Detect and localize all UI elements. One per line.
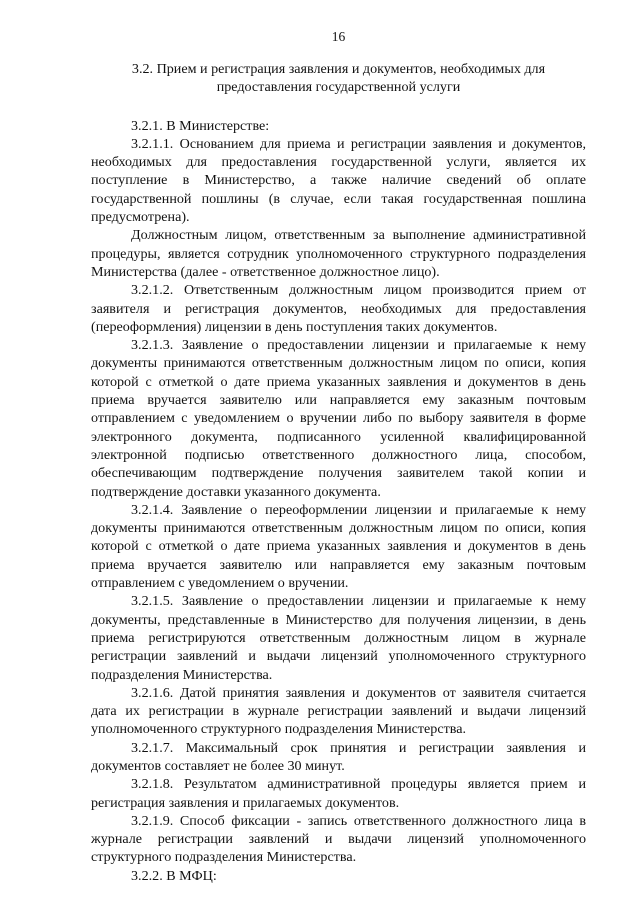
paragraph-3-2-1-8: 3.2.1.8. Результатом административной процедуры является прием и регистрация заявления и прилагаемых документов. xyxy=(91,776,586,811)
paragraph-responsible-official: Должностным лицом, ответственным за выполнение административной процедуры, является сотрудник уполномоченного структурного подразделения Министерства (далее - ответственное должностное лицо). xyxy=(91,227,586,280)
document-body xyxy=(91,117,586,885)
paragraph-3-2-1-4: 3.2.1.4. Заявление о переоформлении лицензии и прилагаемые к нему документы принимаются ответственным должностным лицом по описи, копия которой с отметкой о дате приема указанных заявления и документов в день приема вручается заявителю или направляется ему заказным почтовым отправлением с уведомлением о вручении. xyxy=(91,501,586,592)
page-number: 16 xyxy=(331,29,346,44)
paragraph-3-2-1-1: 3.2.1.1. Основанием для приема и регистрации заявления и документов, необходимых для предоставления государственной услуги, является их поступление в Министерство, а также наличие сведений об оплате государственной пошлины (в случае, если такая государственная пошлина предусмотрена). xyxy=(91,135,586,226)
paragraph-3-2-1: 3.2.1. В Министерстве: xyxy=(131,117,270,134)
document-page xyxy=(91,28,586,885)
section-heading: 3.2. Прием и регистрация заявления и документов, необходимых для предоставления государственной услуги xyxy=(131,61,546,96)
paragraph-3-2-1-3: 3.2.1.3. Заявление о предоставлении лицензии и прилагаемые к нему документы принимаются ответственным должностным лицом по описи, копия которой с отметкой о дате приема указанных заявления и документов в день приема вручается заявителю или направляется ему заказным почтовым отправлением с уведомлением о вручении либо по выбору заявителя в форме электронного документа, подписанного усиленной квалифицированной электронной подписью ответственного должностного лица, способом, обеспечивающим подтверждение получения заявителем такой копии и подтверждение доставки указанного документа. xyxy=(91,337,586,500)
paragraph-3-2-2: 3.2.2. В МФЦ: xyxy=(131,867,217,884)
paragraph-3-2-1-5: 3.2.1.5. Заявление о предоставлении лицензии и прилагаемые к нему документы, представленные в Министерство для получения лицензии, в день приема регистрируются ответственным должностным лицом в журнале регистрации заявлений и выдачи лицензий уполномоченного структурного подразделения Министерства. xyxy=(91,593,586,683)
paragraph-3-2-1-2: 3.2.1.2. Ответственным должностным лицом производится прием от заявителя и регистрация документов, необходимых для предоставления (переоформления) лицензии в день поступления таких документов. xyxy=(91,282,586,335)
paragraph-3-2-1-6: 3.2.1.6. Датой принятия заявления и документов от заявителя считается дата их регистрации в журнале регистрации заявлений и выдачи лицензий уполномоченного структурного подразделения Министерства. xyxy=(91,684,586,738)
paragraph-3-2-1-7: 3.2.1.7. Максимальный срок принятия и регистрации заявления и документов составляет не более 30 минут. xyxy=(91,739,586,774)
paragraph-3-2-1-9: 3.2.1.9. Способ фиксации - запись ответственного должностного лица в журнале регистрации заявлений и выдачи лицензий уполномоченного структурного подразделения Министерства. xyxy=(91,812,586,866)
